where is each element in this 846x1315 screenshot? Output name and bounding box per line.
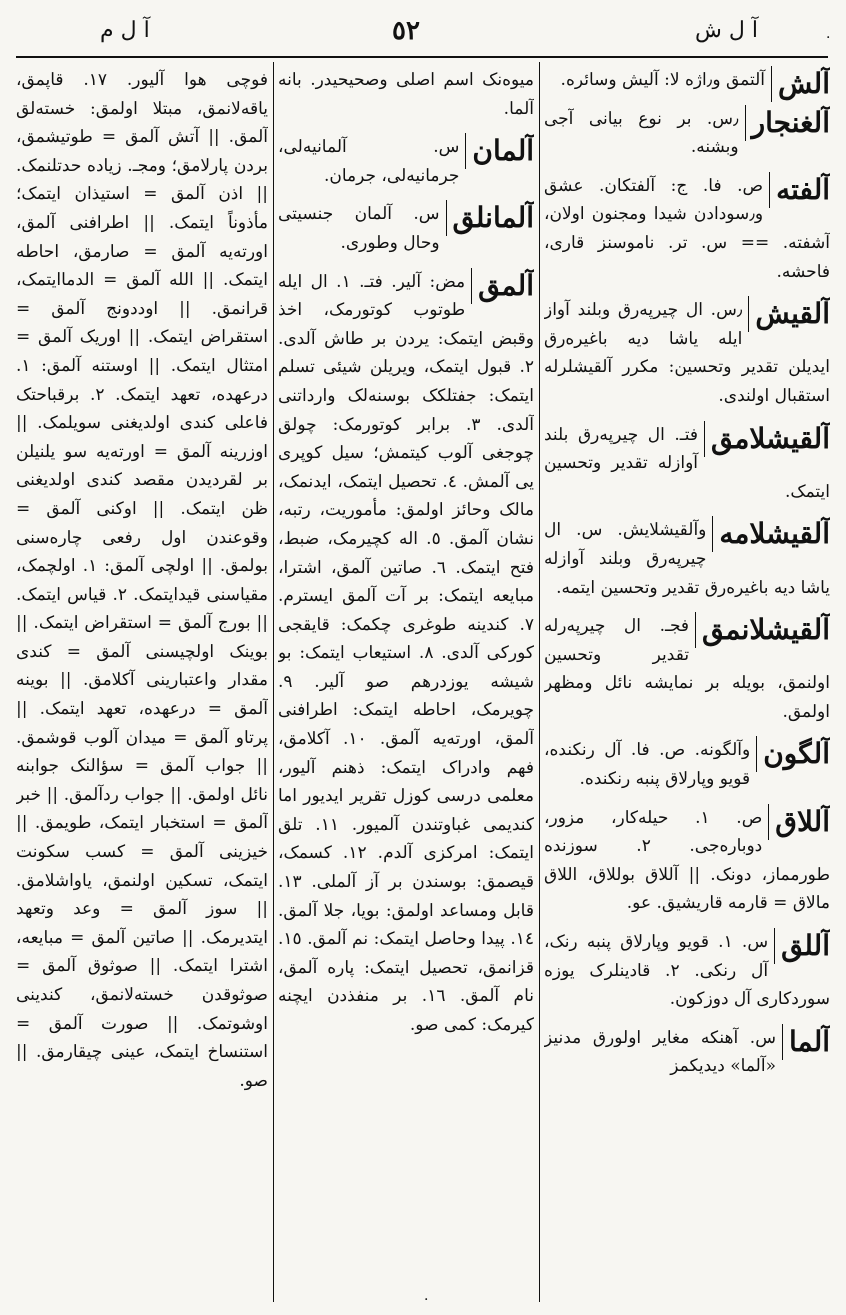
entry-definition: فوچی هوا آلیور. ١٧. قاپمق، یاقه‌لانمق، مبتلا اولمق: خسته‌لق آلمق. || آتش آلمق = طوتیشمق، بردن پارلامق؛ ومجـ. زیاده حدتلنمک. || اذن آلمق = استیذان ایتمک؛ مأذوناً ایتمک. || اطرافنی آلمق، اورته‌یه آلمق = صارمق، احاطه ایتمک. || الله آلمق = الدماایتمک، قرانمق. || اوددونج آلمق = استقراض ایتمک. || اوریک آلمق = امتثال ایتمک. || اوستنه آلمق: ١. درعهده، تعهد ایتمک. ٢. برقباحتک فاعلی کندی اولدیغنی سویلمک. || اوزرینه آلمق = اورته‌یه سو یلنیلن بر لقردیدن مقصد کندی اولدیغنی ظن ایتمک. || اوکنی آلمق = وقوعندن اول رفعی چاره‌سنی بولمق. || اولچی آلمق: ١. اولچمک، مقیاسنی قیدایتمک. ٢. قیاس ایتمک. || بورج آلمق = استقراض ایتمک. || بوینک اولچیسنی آلمق = کندی مقدار واعتبارینی آکلامق. || بوینه آلمق = درعهده، تعهد ایتمک. || پرتاو آلمق = میدان آلوب قوشمق. || جواب آلمق = سؤالنک جوابنه نائل اولمق. || جواب ردآلمق. || خبر آلمق = استخبار ایتمک، طویمق. || خیزینی آلمق = کسب سکونت ایتمک، تسکین اولنمق، یاواشلامق. || سوز آلمق = وعد وتعهد ایتدیرمک. || صاتین آلمق = مبایعه، اشترا ایتمک. || صوثوق آلمق = صوثوقدن خسته‌لانمق، کندینی اوشوتمک. || صورت آلمق = استنساخ ایتمک، عینی چیقارمق. || صو. <box>16 70 268 1091</box>
entry-headword: آلمان <box>465 133 534 169</box>
header-rule <box>16 56 828 58</box>
dictionary-entry <box>544 612 830 726</box>
entry-headword: آلش <box>771 66 830 102</box>
entry-headword: آلفته <box>769 172 830 208</box>
entry-headword: آلما <box>782 1024 830 1060</box>
entry-headword: آللاق <box>768 804 830 840</box>
column-divider <box>539 62 540 1302</box>
entry-headword: آللق <box>774 928 830 964</box>
entry-definition: فجـ. ال چیرپه‌رله تقدیر وتحسین اولنمق، بویله بر نمایشه نائل ومظهر اولمق. <box>544 616 830 722</box>
dictionary-entry <box>278 268 534 1040</box>
entry-headword: آلقیشلامه <box>712 516 830 552</box>
dictionary-entry <box>544 105 830 162</box>
entry-definition: میوه‌نک اسم اصلی وصحیحیدر. بانه آلما. <box>278 70 534 119</box>
entry-headword: آلقیشلانمق <box>695 612 830 648</box>
running-head-left: آ ل م <box>100 18 150 43</box>
dictionary-entry <box>544 421 830 507</box>
margin-mark: · <box>826 30 831 46</box>
dictionary-entry <box>544 736 830 793</box>
dictionary-entry <box>544 516 830 602</box>
dictionary-entry <box>278 66 534 123</box>
dictionary-entry <box>544 172 830 286</box>
entry-definition: س. آلمان جنسیتی وحال وطوری. <box>278 204 440 253</box>
entry-definition: س. آهنکه مغایر اولورق مدنیز «آلما» دیدیکمز <box>544 1027 776 1077</box>
dictionary-entry <box>544 296 830 410</box>
running-head-right: آ ل ش <box>695 18 758 43</box>
entry-headword: آلقیش <box>748 296 830 332</box>
dictionary-entry <box>544 66 830 100</box>
dictionary-entry <box>544 1024 830 1081</box>
entry-definition: س. آلمانیه‌لی، جرمانیه‌لی، جرمان. <box>278 137 460 186</box>
page-number: ٥٢ <box>392 16 420 46</box>
dictionary-entry <box>544 804 830 918</box>
dictionary-entry <box>278 200 534 257</box>
running-head <box>0 16 846 56</box>
entry-definition: س. ١. قویو وپارلاق پنبه رنک، آل رنکی. ٢. قادینلرک یوزه سوردکاری آل دوزکون. <box>544 932 830 1010</box>
entry-headword: آلقیشلامق <box>704 421 830 457</box>
column-left <box>16 66 268 1302</box>
entry-headword: آلغنجار <box>745 105 830 141</box>
entry-definition: مض: آلیر. فتـ. ١. ال ایله طوتوب کوتورمک، اخذ وقبض ایتمک: یردن بر طاش آلدی. ٢. قبول ایتمک، ویریلن شیئی تسلم ایتمک: جفتلکک بوسنه‌لک وارداتنی آلدی. ٣. برابر کوتورمک: چولق چوجغی آلوب کیتمش؛ سیل کوپری یی آلمش. ٤. تحصیل ایتمک، ایدنمک، مالک وحائز اولمق: مأموریت، رتبه، نشان آلمق. ٥. اله کچیرمک، ضبط، فتح ایتمک. ٦. صاتین آلمق، اشترا، مبایعه ایتمک: بر آت آلمق ایسترم. ٧. کندینه طوغری چکمک: قایقجی کورکی آلدی. ٨. استیعاب ایتمک: بو شیشه یوزدرهم صو آلیر. ٩. چویرمک، احاطه ایتمک: اطرافنی آلمق، اورته‌یه آلمق. ١٠. آکلامق، فهم وادراک ایتمک: ذهنم آلیور، معلمی درسی کوزل تقریر ایدیور اما کندیمی غباوتندن آلمیور. ١١. تلق ایتمک: امرکزی آلدم. ١٢. کسمک، قیصمق: بوسندن بر آز آلملی. ١٣. قابل ومساعد اولمق: بویا، جلا آلمق. ١٤. پیدا وحاصل ایتمک: نم آلمق. ١٥. قزانمق، تحصیل ایتمک: پاره آلمق، نام آلمق. ١٦. بر منفذدن ایچنه کیرمک: کمی صو. <box>278 271 534 1035</box>
entry-definition: ص. فا. ج: آلفتکان. عشق و٫سودادن شیدا ومجنون اولان، آشفته. == س. تر. ناموسنز قاری، فاحشه. <box>544 175 830 282</box>
dictionary-entry <box>544 928 830 1014</box>
margin-mark: · <box>424 1292 429 1308</box>
dictionary-entry <box>278 133 534 190</box>
entry-headword: آلگون <box>756 736 830 772</box>
entry-definition: وآلگونه. ص. فا. آل رنکنده، قویو وپارلاق پنبه رنکنده. <box>544 740 751 790</box>
entry-definition: ص. ١. حیله‌کار، مزور، دوباره‌جی. ٢. سوزنده طورمماز، دونک. || آللاق بوللاق، اللاق مالاق = قارمه قاریشیق. عو. <box>544 807 830 914</box>
column-right <box>544 66 830 1302</box>
column-divider <box>273 62 274 1302</box>
entry-headword: آلمانلق <box>446 200 534 236</box>
entry-definition: وآلقیشلایش. س. ال چیرپه‌رق وبلند آوازله یاشا دیه باغیره‌رق تقدیر وتحسین ایتمه. <box>544 520 830 598</box>
entry-definition: آلتمق و٫اژه لا: آلیش وسائره. <box>560 70 765 90</box>
dictionary-entry <box>16 66 268 1095</box>
column-middle <box>278 66 534 1302</box>
entry-definition: فتـ. ال چیرپه‌رق بلند آوازله تقدیر وتحسین ایتمک. <box>544 424 830 502</box>
entry-definition: ٫س. ال چیرپه‌رق وبلند آواز ایله یاشا دیه باغیره‌رق ایدیلن تقدیر وتحسین: مکرر آلقیشلرله استقبال اولندی. <box>544 300 830 406</box>
entry-definition: ٫س. بر نوع بیانی آجی وبشنه. <box>544 108 739 158</box>
entry-headword: آلمق <box>471 268 534 304</box>
